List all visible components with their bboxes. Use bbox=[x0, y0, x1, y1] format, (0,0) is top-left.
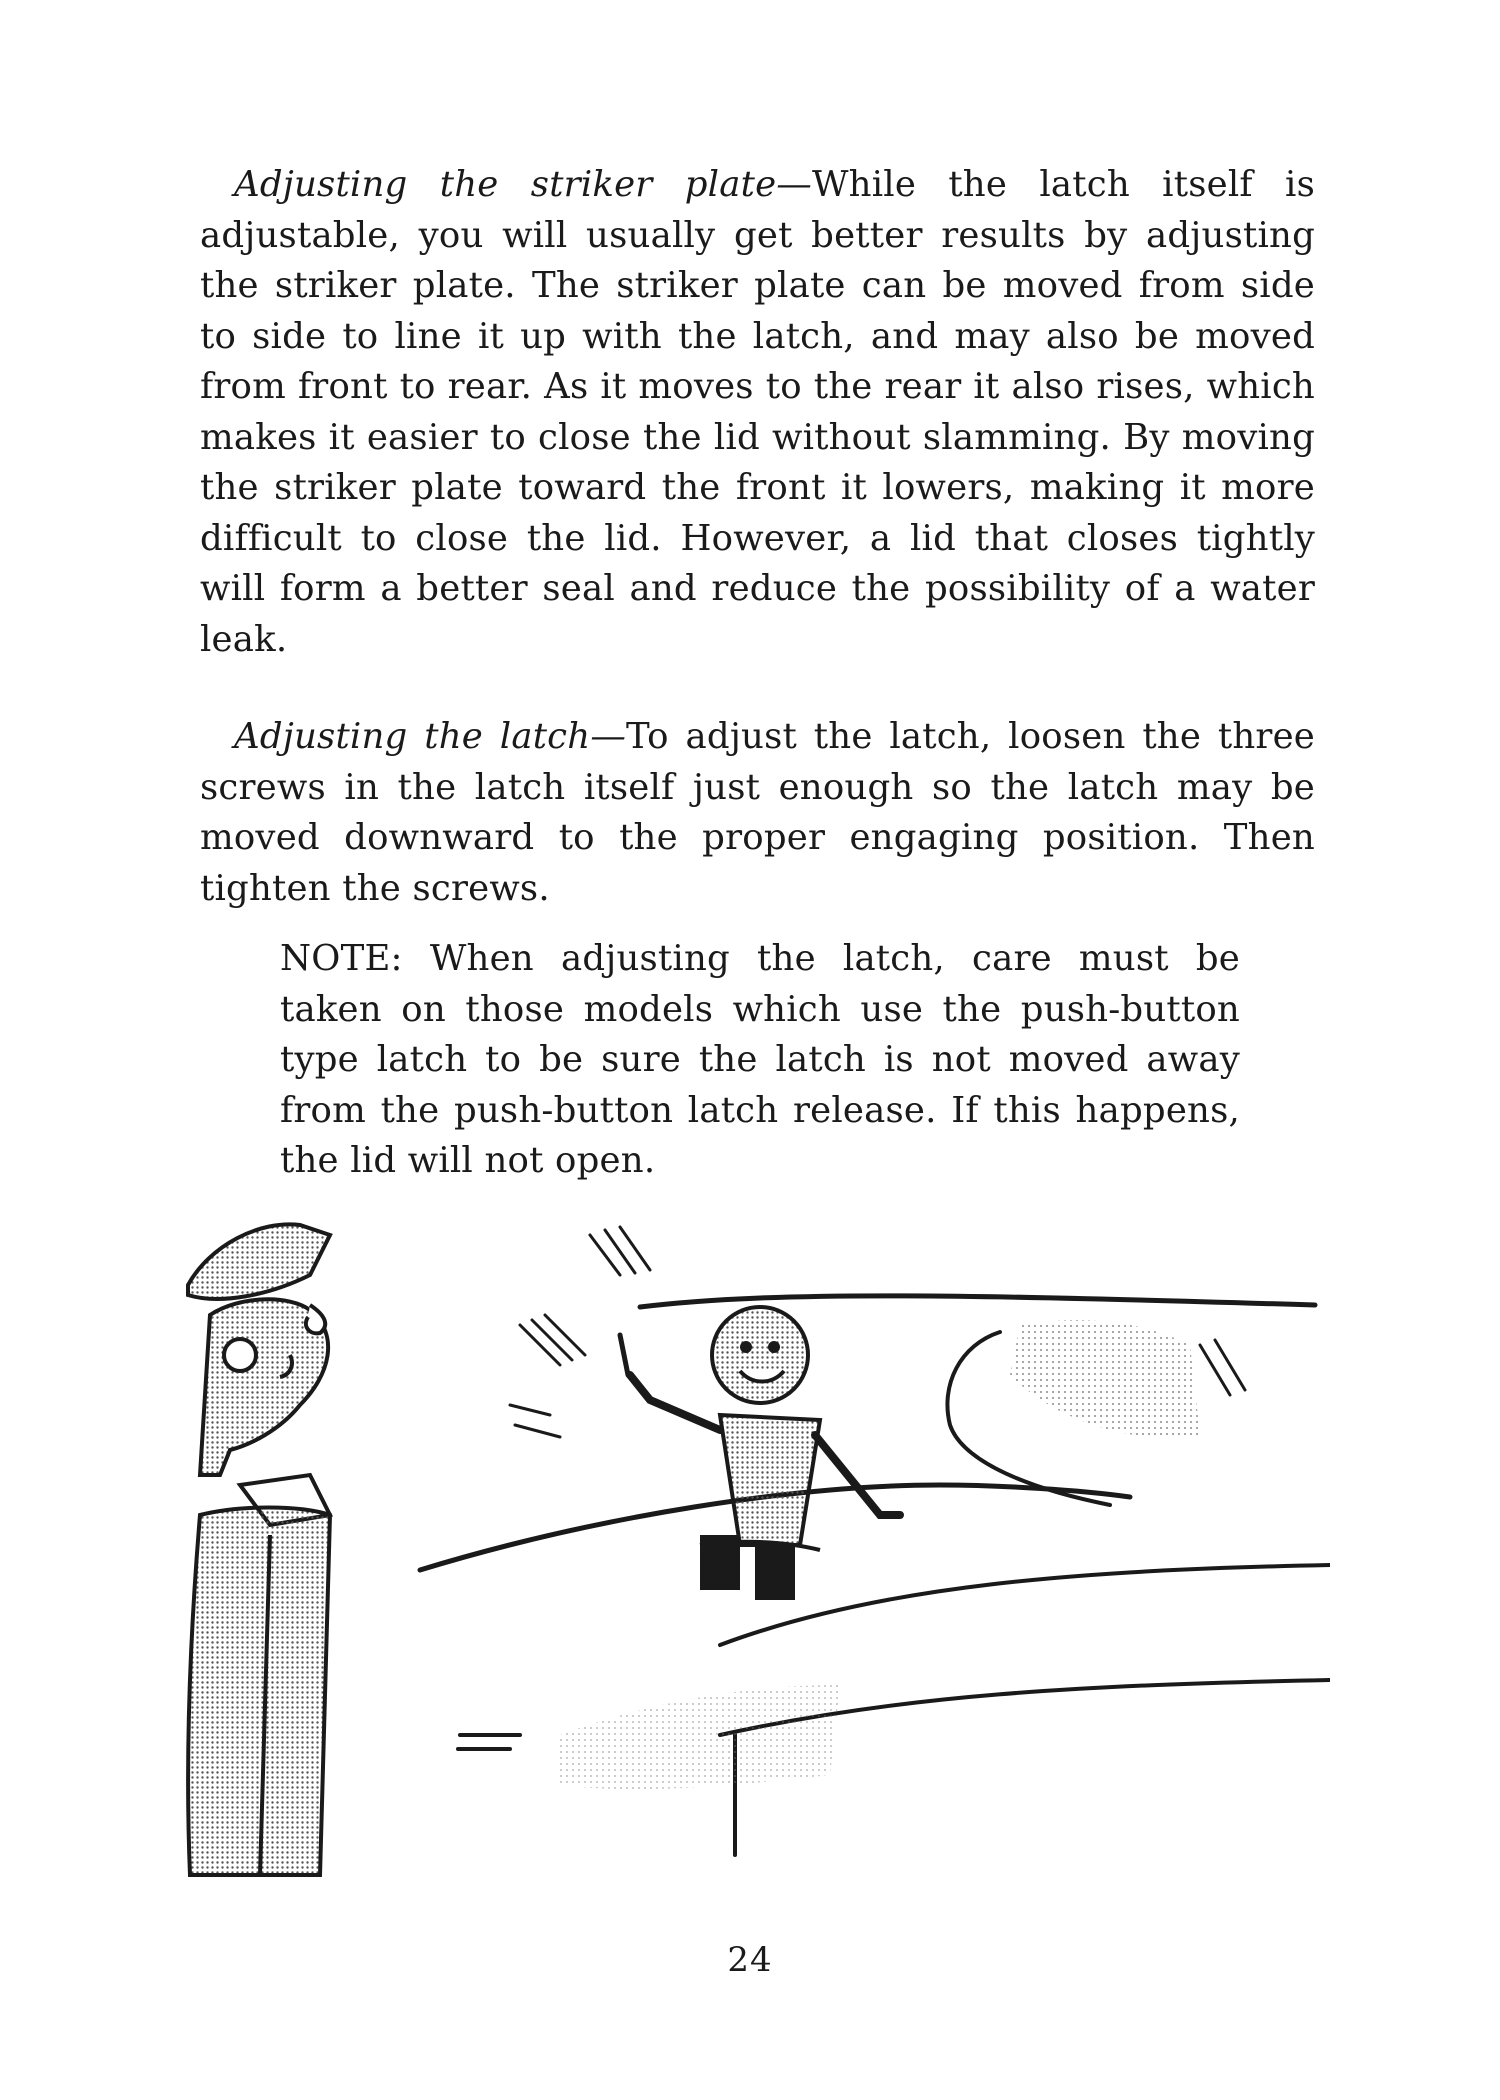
page-number: 24 bbox=[727, 1940, 773, 1980]
paragraph-latch-text: To adjust the latch, loosen the three screws in the latch itself just enough so the latch may be moved downward to the proper engaging position. Then tighten the screws. bbox=[200, 716, 1315, 909]
rear-window-tone bbox=[1010, 1320, 1200, 1437]
note-block: NOTE: When adjusting the latch, care must be taken on those models which use the push-button type latch to be sure the latch is not moved away from the push-button latch release. If this happens, the lid will not open. bbox=[280, 938, 1240, 1181]
man-figure bbox=[188, 1224, 330, 1875]
paragraph-striker-plate-text: While the latch itself is adjustable, you will usually get better results by adjusting the striker plate. The striker plate can be moved from side to side to line it up with the latch, and may also be moved from front to rear. As it moves to the rear it also rises, which makes it easier to close the lid without slamming. By moving the striker plate toward the front it lowers, making it more difficult to close the lid. However, a lid that closes tightly will form a better seal and reduce the possibility of a water leak. bbox=[200, 164, 1315, 660]
cartoon-illustration bbox=[180, 1215, 1330, 1895]
trunk-shading bbox=[560, 1685, 840, 1789]
paragraph-latch bbox=[200, 712, 1315, 914]
paragraph-striker-plate bbox=[200, 160, 1315, 665]
run-in-heading-striker-plate: Adjusting the striker plate— bbox=[234, 164, 812, 205]
mascot-figure bbox=[620, 1307, 900, 1600]
run-in-heading-latch: Adjusting the latch— bbox=[234, 716, 627, 757]
